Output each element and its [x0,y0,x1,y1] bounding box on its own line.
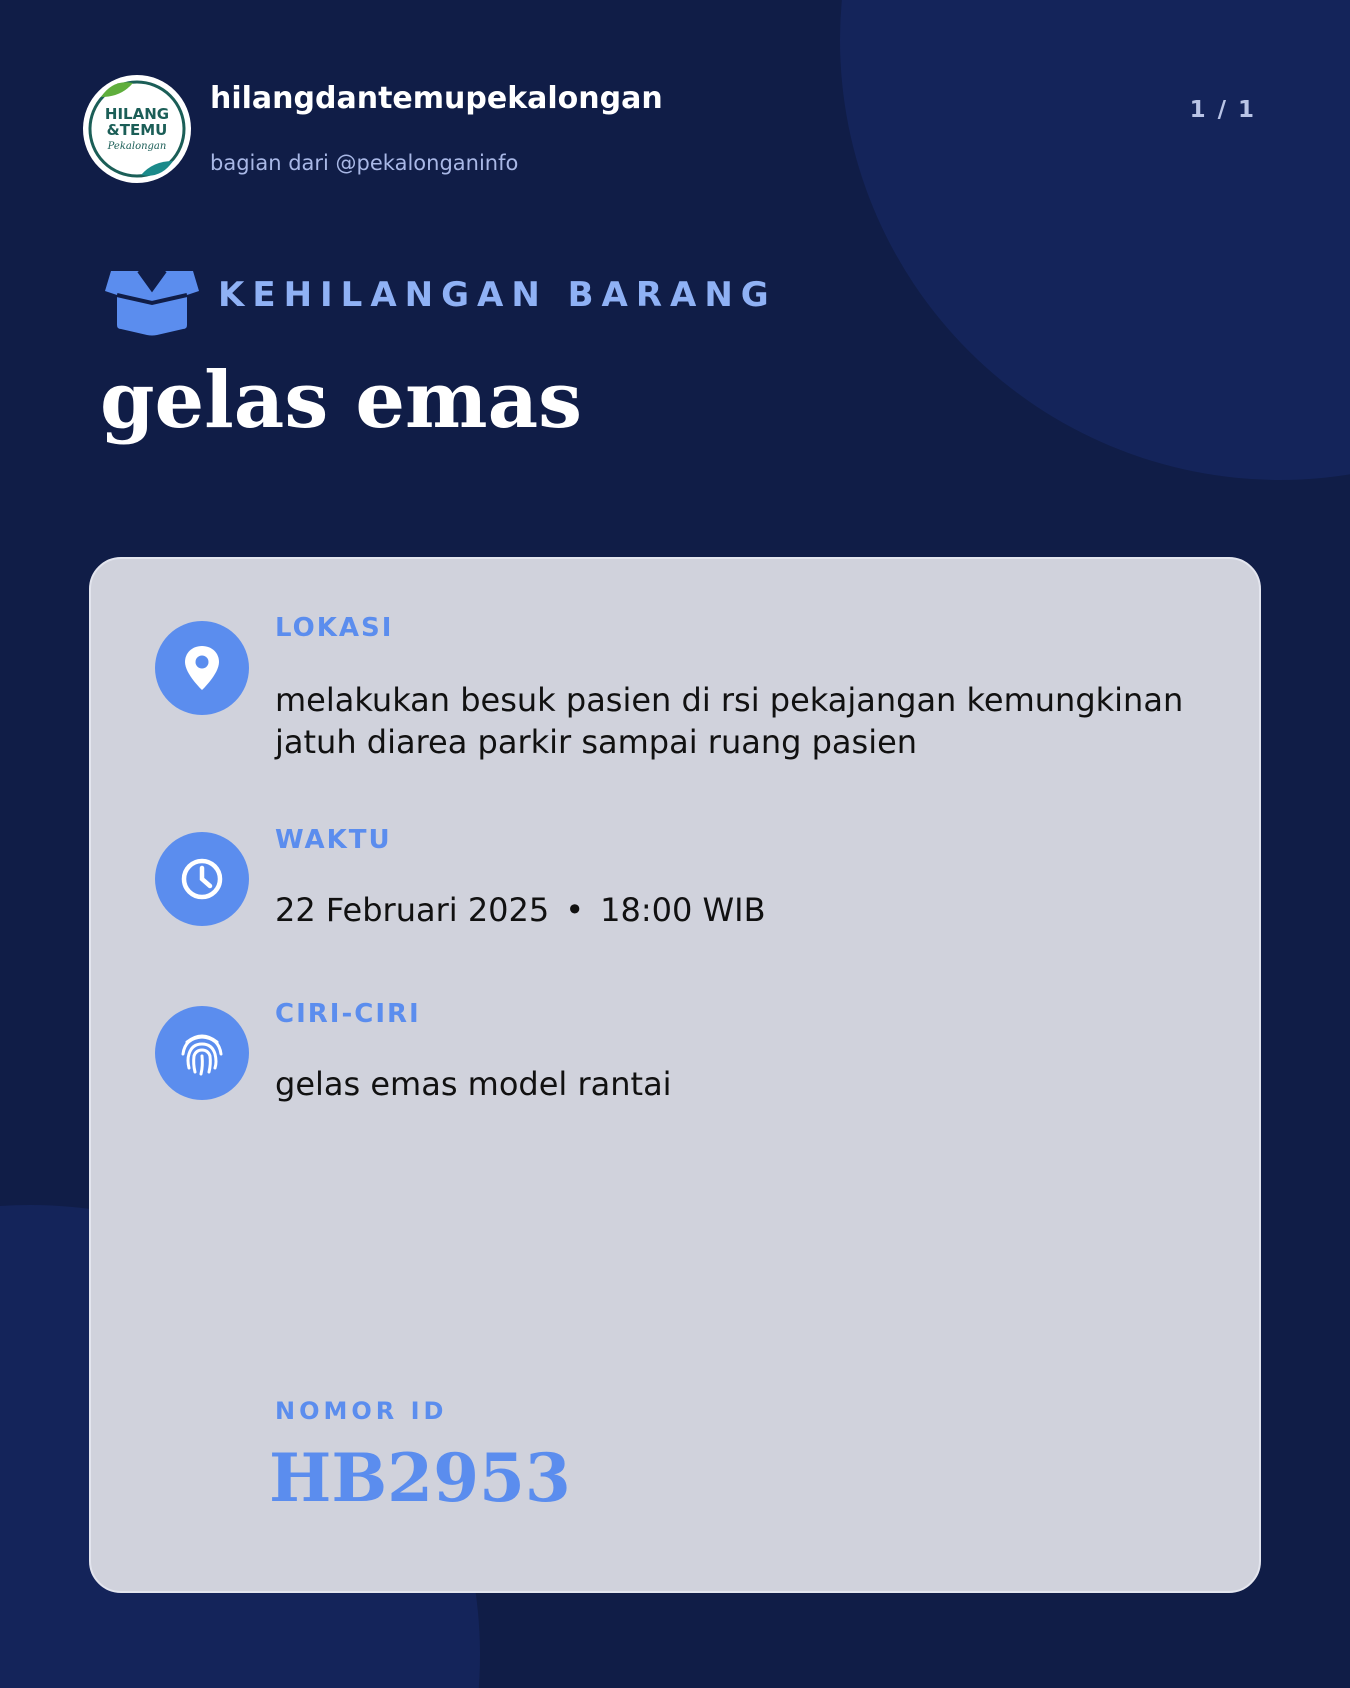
category-label: KEHILANGAN BARANG [218,275,777,315]
time-value [275,889,1195,931]
traits-value: gelas emas model rantai [275,1065,672,1103]
fingerprint-icon-wrap [155,1006,249,1100]
header [83,75,1273,185]
logo-text-line2: &TEMU [106,121,168,139]
traits-label: CIRI-CIRI [275,999,421,1029]
avatar-logo[interactable] [83,75,191,183]
clock-icon-wrap [155,832,249,926]
time-label: WAKTU [275,825,392,855]
location-pin-icon-wrap [155,621,249,715]
id-label: NOMOR ID [275,1397,448,1425]
id-value: HB2953 [269,1439,571,1517]
account-name[interactable]: hilangdantemupekalongan [210,81,663,116]
page-counter: 1 / 1 [1189,97,1256,123]
logo-text-line3: Pekalongan [107,141,167,152]
hour-value: 18:00 WIB [600,891,766,929]
account-subtitle: bagian dari @pekalonganinfo [210,151,519,175]
background-circle-top [840,0,1350,480]
logo-icon [83,75,191,183]
detail-card [89,557,1261,1593]
location-value: melakukan besuk pasien di rsi pekajangan kemungkinan jatuh diarea parkir sampai ruang pasien [275,681,1184,761]
fingerprint-icon [177,1028,227,1078]
location-pin-icon [182,644,222,692]
bullet-separator: • [565,891,585,929]
item-title: gelas emas [100,355,583,446]
logo-text-line1: HILANG [104,105,170,123]
date-value: 22 Februari 2025 [275,891,550,929]
clock-icon [179,856,225,902]
location-label: LOKASI [275,613,394,643]
box-icon [105,267,199,337]
